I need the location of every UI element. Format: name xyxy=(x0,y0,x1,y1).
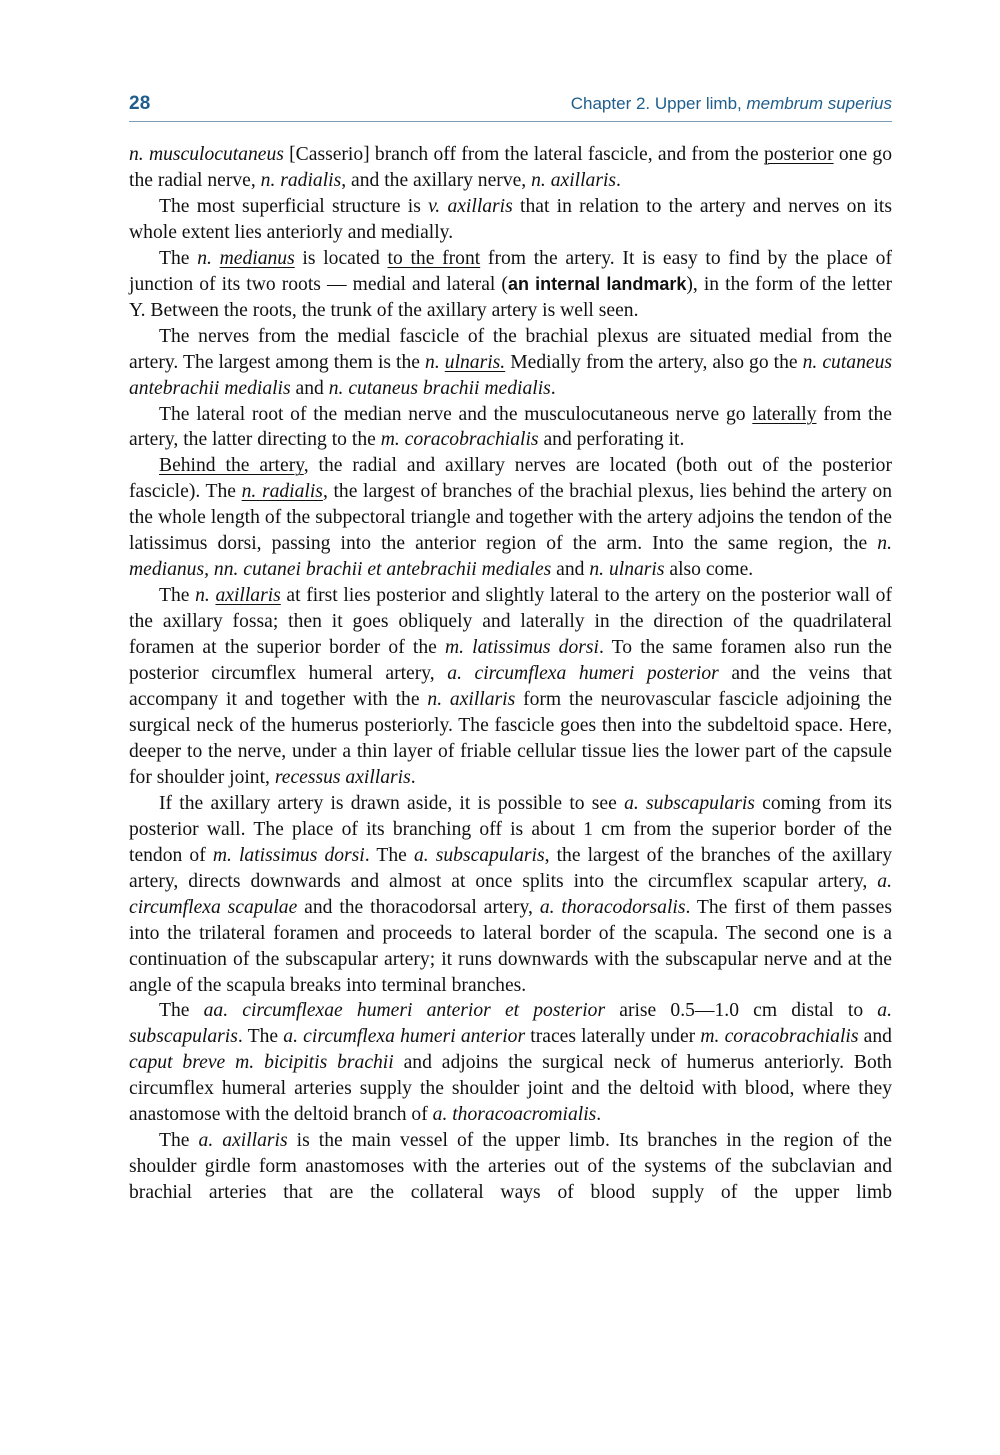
text-run: . To the same foramen also run the posterior circumflex humeral artery, xyxy=(129,637,892,685)
latin-term: n. xyxy=(195,585,216,607)
text-run: traces laterally under xyxy=(525,1026,701,1048)
latin-term: n. ulnaris xyxy=(589,559,665,581)
latin-term: medianus xyxy=(219,247,295,269)
latin-term: aa. circumflexae humeri anterior et posterior xyxy=(203,1000,606,1022)
latin-term: a. subscapularis xyxy=(413,844,545,866)
paragraph xyxy=(129,1128,892,1206)
text-run: [Casserio] branch off from the lateral fascicle, and from the xyxy=(283,144,764,165)
text-run: at first lies posterior and slightly lateral to the artery on the posterior wall of the axillary fossa; then it goes obliquely and laterally in the direction of the quadrilateral foramen at the superior border of the xyxy=(129,585,893,659)
text-run: from the artery. It is easy to find by the place of junction of its two roots — medial and lateral ( xyxy=(129,247,892,295)
latin-term: a. axillaris xyxy=(198,1130,288,1152)
page-header xyxy=(129,91,892,122)
text-run: The xyxy=(159,247,198,269)
latin-term: m. coracobrachialis xyxy=(380,429,539,451)
paragraph xyxy=(129,194,892,246)
latin-term: a. circumflexa humeri anterior xyxy=(283,1026,526,1048)
latin-term: n. axillaris xyxy=(531,169,617,191)
text-run: arise 0.5—1.0 cm distal to xyxy=(605,1000,878,1022)
text-run: , the radial and axillary nerves are located (both out of the posterior fascicle). The xyxy=(129,455,892,503)
text-run: coming from its posterior wall. The place of its branching off is about 1 cm from the superior border of the tendon of xyxy=(129,792,892,866)
paragraph xyxy=(129,246,892,324)
text-run: . The xyxy=(237,1026,284,1048)
latin-term: n. radialis xyxy=(241,481,323,503)
latin-term: n. axillaris xyxy=(427,689,516,711)
text-run: is the main vessel of the upper limb. Its branches in the region of the shoulder girdle form anastomoses with the arteries out of the systems of the subclavian and brachial arteries that are the collateral ways of blood supply of the upper limb xyxy=(129,1130,892,1204)
text-run: also come. xyxy=(664,559,754,581)
latin-term: n. cutaneus antebrachii medialis xyxy=(129,351,893,399)
underlined-text: to the front xyxy=(387,247,481,269)
text-run: . xyxy=(410,766,416,788)
text-run: and xyxy=(858,1026,892,1048)
latin-term: n. cutaneus brachii medialis xyxy=(328,377,551,399)
paragraph xyxy=(129,142,892,194)
text-run: The most superficial structure is xyxy=(159,195,429,217)
latin-term: a. thoracoacromialis xyxy=(432,1104,597,1126)
latin-term: axillaris xyxy=(215,585,281,607)
latin-term: n. medianus, nn. cutanei brachii et antebrachii mediales xyxy=(129,533,892,581)
latin-term: n. xyxy=(425,351,445,373)
latin-term: n. musculocutaneus xyxy=(129,144,284,165)
latin-term: recessus axillaris xyxy=(274,766,411,788)
text-run: The nerves from the medial fascicle of the brachial plexus are situated medial from the artery. The largest among them is the xyxy=(129,325,892,373)
text-run: , and the axillary nerve, xyxy=(341,169,532,191)
latin-term: a. thoracodorsalis xyxy=(539,896,686,918)
paragraph xyxy=(129,998,892,1128)
paragraph xyxy=(129,324,892,402)
body-text xyxy=(129,142,892,1206)
running-head xyxy=(571,94,892,114)
latin-term: a. circumflexa scapulae xyxy=(129,870,892,918)
text-run: , the largest of branches of the brachial plexus, lies behind the artery on the whole length of the subpectoral triangle and together with the artery adjoins the tendon of the latissimus dorsi, passing into the anterior region of the arm. Into the same region, the xyxy=(129,481,892,555)
text-run: and the thoracodorsal artery, xyxy=(297,896,540,918)
text-run: from the artery, the latter directing to the xyxy=(129,403,892,451)
latin-term: m. latissimus dorsi xyxy=(212,844,365,866)
text-run: form the neurovascular fascicle adjoining the surgical neck of the humerus posteriorly. The fascicle goes then into the subdeltoid space. Here, deeper to the nerve, under a thin layer of friable cellular tissue lies the lower part of the capsule for shoulder joint, xyxy=(129,689,892,788)
text-run: . The first of them passes into the trilateral foramen and proceeds to lateral border of the scapula. The second one is a continuation of the subscapular artery; it runs downwards with the subscapular nerve and at the angle of the scapula breaks into terminal branches. xyxy=(129,896,892,996)
underlined-text: laterally xyxy=(752,403,817,425)
paragraph xyxy=(129,402,892,454)
latin-term: m. latissimus dorsi xyxy=(444,637,599,659)
text-run: and perforating it. xyxy=(538,429,685,451)
text-run: . The xyxy=(364,844,414,866)
latin-term: caput breve m. bicipitis brachii xyxy=(129,1052,394,1074)
text-run: The xyxy=(159,585,196,607)
text-run: If the axillary artery is drawn aside, it is possible to see xyxy=(159,792,625,814)
text-run: Medially from the artery, also go the xyxy=(505,351,803,373)
paragraph xyxy=(129,453,892,583)
latin-term: a. circumflexa humeri posterior xyxy=(447,663,719,685)
paragraph xyxy=(129,583,892,791)
text-run: . xyxy=(616,169,621,191)
text-run: and the veins that accompany it and together with the xyxy=(129,663,892,711)
latin-term: n. xyxy=(197,247,220,269)
text-run: one go the radial nerve, xyxy=(129,144,892,191)
latin-term: m. coracobrachialis xyxy=(700,1026,859,1048)
text-run: . xyxy=(596,1104,602,1126)
bold-term: an internal landmark xyxy=(507,273,687,294)
latin-term: a. subscapularis xyxy=(624,792,755,814)
text-run: , the largest of the branches of the axillary artery, directs downwards and almost at once splits into the circumflex scapular artery, xyxy=(129,844,892,892)
text-run: and adjoins the surgical neck of humerus anteriorly. Both circumflex humeral arteries supply the shoulder joint and the deltoid with blood, where they anastomose with the deltoid branch of xyxy=(129,1052,892,1126)
text-run: and xyxy=(290,377,329,399)
underlined-text: Behind the artery xyxy=(159,455,304,477)
latin-term: ulnaris. xyxy=(444,351,506,373)
text-run: is located xyxy=(294,247,388,269)
text-run: that in relation to the artery and nerves on its whole extent lies anteriorly and medially. xyxy=(129,195,892,243)
page-number: 28 xyxy=(129,93,151,114)
text-run: . xyxy=(550,377,556,399)
text-run: ), in the form of the letter Y. Between the roots, the trunk of the axillary artery is well seen. xyxy=(129,273,892,321)
text-run: The xyxy=(159,1130,199,1152)
text-run: and xyxy=(551,559,590,581)
text-run: The xyxy=(159,1000,204,1022)
underlined-text: posterior xyxy=(763,144,834,165)
chapter-latin-title: membrum superius xyxy=(746,94,892,113)
latin-term: v. axillaris xyxy=(428,195,513,217)
paragraph xyxy=(129,791,892,999)
text-run: The lateral root of the median nerve and the musculocutaneous nerve go xyxy=(159,403,753,425)
chapter-title: Chapter 2. Upper limb, xyxy=(570,94,747,113)
latin-term: a. subscapularis xyxy=(129,1000,892,1048)
latin-term: n. radialis xyxy=(260,169,342,191)
